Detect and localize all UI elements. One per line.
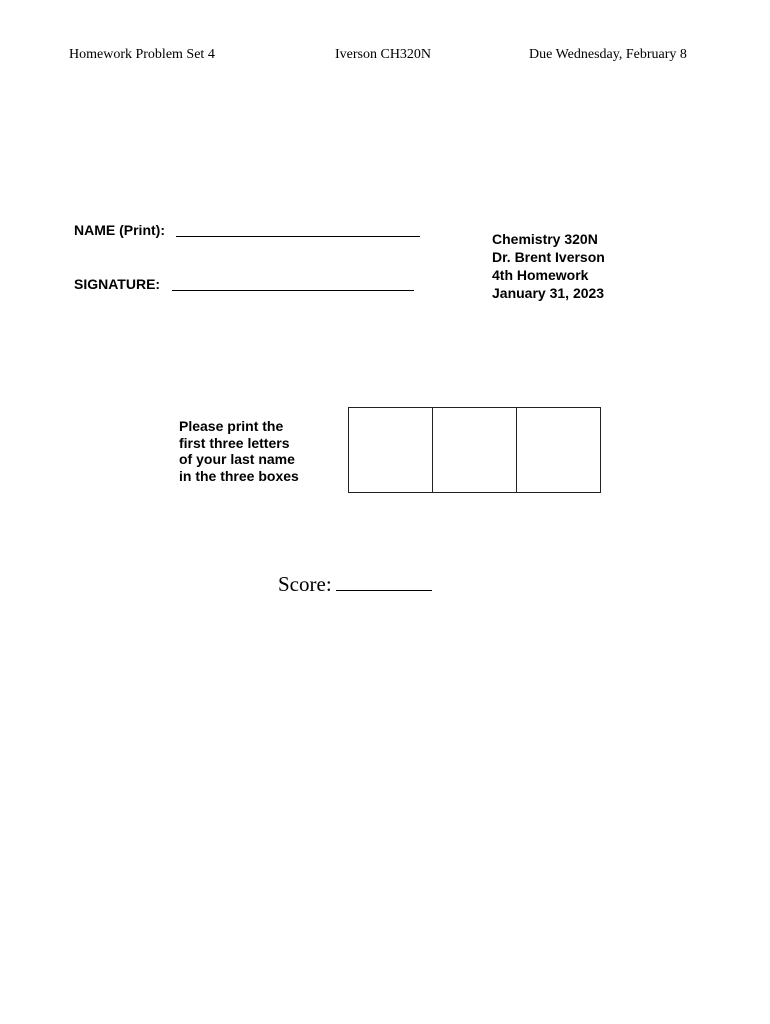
score-field — [278, 572, 432, 597]
letter-box-2[interactable] — [432, 408, 516, 492]
last-name-letter-boxes — [348, 407, 601, 493]
course-name: Chemistry 320N — [492, 231, 598, 247]
header-problem-set: Homework Problem Set 4 — [69, 47, 215, 62]
header-course: Iverson CH320N — [335, 47, 432, 62]
score-label: Score: — [278, 572, 332, 596]
signature-label: SIGNATURE: — [74, 276, 161, 292]
instructions-line: of your last name — [179, 451, 295, 467]
box-instructions — [179, 418, 299, 484]
instructions-line: Please print the — [179, 418, 284, 434]
assignment-name: 4th Homework — [492, 267, 589, 283]
header-due-date: Due Wednesday, February 8 — [529, 47, 687, 62]
letter-box-3[interactable] — [516, 408, 600, 492]
course-info-block — [492, 230, 605, 302]
assignment-date: January 31, 2023 — [492, 285, 605, 301]
name-label: NAME (Print): — [74, 222, 165, 238]
name-field-line[interactable] — [176, 236, 420, 237]
instructions-line: in the three boxes — [179, 467, 299, 484]
signature-field-line[interactable] — [172, 290, 414, 291]
score-line[interactable] — [336, 572, 432, 591]
letter-box-1[interactable] — [349, 408, 432, 492]
instructions-line: first three letters — [179, 434, 290, 451]
instructor-name: Dr. Brent Iverson — [492, 249, 605, 265]
